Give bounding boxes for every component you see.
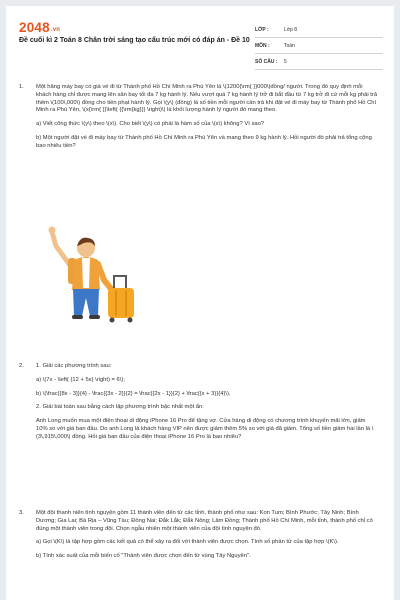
question-number: 3. <box>19 510 24 516</box>
question-number: 2. <box>19 363 24 369</box>
question-paragraph: b) Tính xác suất của mỗi biến cố "Thành viên được chọn đến từ vùng Tây Nguyên". <box>36 553 251 560</box>
question-body <box>36 363 378 448</box>
question-paragraph: b) Một người đặt vé đi máy bay từ Thành phố Hồ Chí Minh ra Phú Yên và mang theo 9 kg hành lý. Hỏi người đó phải trả tổng cộng bao nhiêu tiền? <box>36 134 372 149</box>
question-number: 1. <box>19 84 24 90</box>
meta-value: Toán <box>284 42 295 49</box>
meta-label: LỚP : <box>255 26 269 33</box>
meta-row-class <box>255 22 383 38</box>
question-body <box>36 84 378 157</box>
meta-label: SỐ CÂU : <box>255 58 278 65</box>
meta-row-count <box>255 54 383 70</box>
meta-table <box>255 22 383 70</box>
logo-text: 2048 <box>19 20 50 35</box>
traveller-illustration <box>42 216 142 326</box>
question-paragraph: 2. Giải bài toán sau bằng cách lập phương trình bậc nhất một ẩn: <box>36 404 204 411</box>
meta-value: 5 <box>284 58 287 65</box>
document-title: Đề cuối kì 2 Toán 8 Chân trời sáng tạo cấu trúc mới có đáp án - Đề 10 <box>19 37 250 44</box>
question-paragraph: 1. Giải các phương trình sau: <box>36 363 112 369</box>
meta-label: MÔN : <box>255 42 270 49</box>
question-paragraph: b) \(\frac{{8x - 3}}{4} - \frac{{3x - 2}}{2} = \frac{{2x - 1}}{2} + \frac{{x + 3}}{4}\). <box>36 390 231 397</box>
site-logo[interactable] <box>19 20 60 35</box>
question-paragraph: a) Gọi \(K\) là tập hợp gồm các kết quả có thể xảy ra đối với thành viên được chọn. Tính số phần tử của tập hợp \(K\). <box>36 539 339 546</box>
question-body <box>36 510 378 567</box>
question-paragraph: Anh Long muốn mua một điện thoại di động iPhone 16 Pro để tặng vợ. Cửa hàng di động có chương trình khuyến mãi lớn, giảm 10% so với giá ban đầu. Do anh Long là khách hàng VIP nên được giảm thêm 5% so với giá đã giảm. Tổng số tiền giảm hai lần là \(3\,915\,000\) đồng. Hỏi giá ban đầu của điện thoại iPhone 16 Pro là bao nhiêu? <box>36 418 374 440</box>
question-paragraph: Một hãng máy bay có giá vé đi từ Thành phố Hồ Chí Minh ra Phú Yên là \(1200{\rm{ }}000\)đồng/ người. Trong đó quy định mỗi khách hàng chỉ được mang lên sân bay tối đa 7 kg hành lý. Nếu vượt quá 7 kg hành lý trở đi bắt đầu từ 7 kg trở đi cứ mỗi kg phải trả thêm \(100\,000\) đồng cho tiền phạt hành lý. Gọi \(y\) (đồng) là số tiền mỗi người cần trả khi đặt vé đi máy bay từ Thành phố Hồ Chí Minh ra Phú Yên, \(x{\rm{ }}\left( {{\rm{kg}}} \right)\) là khối lượng hành lý người đó mang theo. <box>36 84 378 114</box>
question-paragraph: a) \(7x - \left( {12 + 5x} \right) = 6\); <box>36 376 125 383</box>
meta-value: Lớp 8 <box>284 26 298 33</box>
logo-tld: .vn <box>50 27 61 33</box>
document-page <box>6 6 394 600</box>
question-paragraph: Một đội thanh niên tình nguyện gồm 11 thành viên đến từ các tỉnh, thành phố như sau: Kon Tum; Bình Phước; Tây Ninh; Bình Dương; Gia Lai; Bà Rịa – Vũng Tàu; Đồng Nai; Đắk Lắk; Đắk Nông; Lâm Đồng; Thành phố Hồ Chí Minh, mỗi tỉnh, thành phố chỉ có đúng một thành viên trong đội. Chọn ngẫu nhiên một thành viên của đội tình nguyện đó. <box>36 510 373 532</box>
meta-row-subject <box>255 38 383 54</box>
question-paragraph: a) Viết công thức \(y\) theo \(x\). Cho biết \(y\) có phải là hàm số của \(x\) không? Vì sao? <box>36 121 265 128</box>
